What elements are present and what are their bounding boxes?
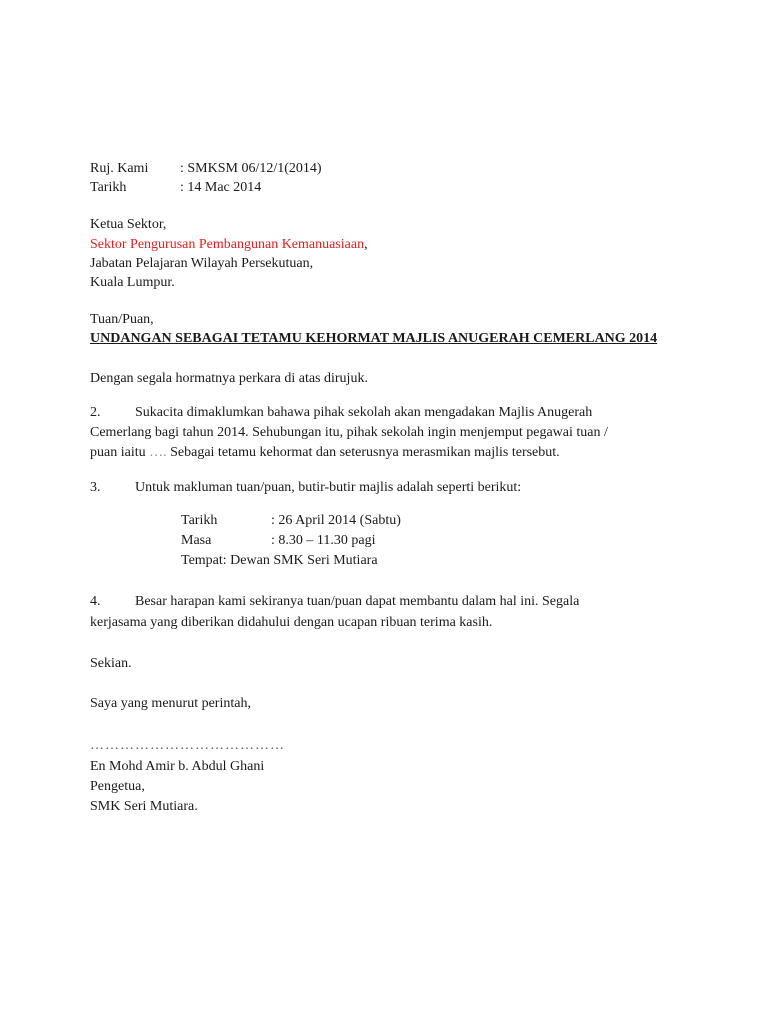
signatory-name: En Mohd Amir b. Abdul Ghani (90, 759, 265, 774)
reference-ruj (90, 159, 322, 179)
ruj-label: Ruj. Kami (90, 161, 149, 176)
recipient-line-3: Jabatan Pelajaran Wilayah Persekutuan, (90, 256, 314, 271)
signatory-title: Pengetua, (90, 779, 145, 794)
paragraph-2-line-1 (90, 403, 592, 423)
paragraph-2-text-1: Sukacita dimaklumkan bahawa pihak sekolah akan mengadakan Majlis Anugerah (135, 405, 593, 420)
closing: Sekian. (90, 656, 132, 671)
date-value: : 14 Mac 2014 (180, 180, 262, 195)
paragraph-1: Dengan segala hormatnya perkara di atas dirujuk. (90, 371, 368, 386)
ruj-value: : SMKSM 06/12/1(2014) (180, 161, 322, 176)
paragraph-2-number: 2. (90, 405, 101, 420)
detail-venue: Tempat: Dewan SMK Seri Mutiara (181, 553, 378, 568)
salutation: Tuan/Puan, (90, 312, 154, 327)
signature-dots: ………………………………… (90, 738, 285, 753)
paragraph-2-line-2: Cemerlang bagi tahun 2014. Sehubungan itu, pihak sekolah ingin menjemput pegawai tuan / (90, 425, 608, 440)
date-label: Tarikh (90, 180, 127, 195)
detail-date-value: : 26 April 2014 (Sabtu) (271, 513, 401, 528)
recipient-line-4: Kuala Lumpur. (90, 275, 175, 290)
placeholder-dots: …. (149, 445, 167, 460)
recipient-sector-link[interactable]: Sektor Pengurusan Pembangunan Kemanuasiaan (90, 237, 365, 252)
detail-date (181, 511, 401, 531)
paragraph-4-line-2: kerjasama yang diberikan didahului dengan ucapan ribuan terima kasih. (90, 615, 493, 630)
detail-date-label: Tarikh (181, 513, 218, 528)
paragraph-3 (90, 478, 521, 498)
detail-time-value: : 8.30 – 11.30 pagi (271, 533, 376, 548)
paragraph-2-line-3 (90, 443, 560, 463)
reference-date (90, 178, 261, 198)
detail-time-label: Masa (181, 533, 212, 548)
detail-time (181, 531, 375, 551)
paragraph-3-number: 3. (90, 480, 101, 495)
recipient-line-1: Ketua Sektor, (90, 217, 167, 232)
paragraph-4-number: 4. (90, 594, 101, 609)
paragraph-4-text-1: Besar harapan kami sekiranya tuan/puan dapat membantu dalam hal ini. Segala (135, 594, 580, 609)
letter-subject: UNDANGAN SEBAGAI TETAMU KEHORMAT MAJLIS ANUGERAH CEMERLANG 2014 (90, 331, 658, 346)
signoff: Saya yang menurut perintah, (90, 696, 251, 711)
paragraph-2-text-3a: puan iaitu (90, 445, 150, 460)
paragraph-3-text: Untuk makluman tuan/puan, butir-butir majlis adalah seperti berikut: (135, 480, 522, 495)
paragraph-2-text-3b: Sebagai tetamu kehormat dan seterusnya merasmikan majlis tersebut. (166, 445, 560, 460)
recipient-line-2-suffix: , (364, 237, 368, 252)
signatory-school: SMK Seri Mutiara. (90, 799, 198, 814)
paragraph-4-line-1 (90, 592, 579, 612)
recipient-line-2 (90, 235, 368, 255)
